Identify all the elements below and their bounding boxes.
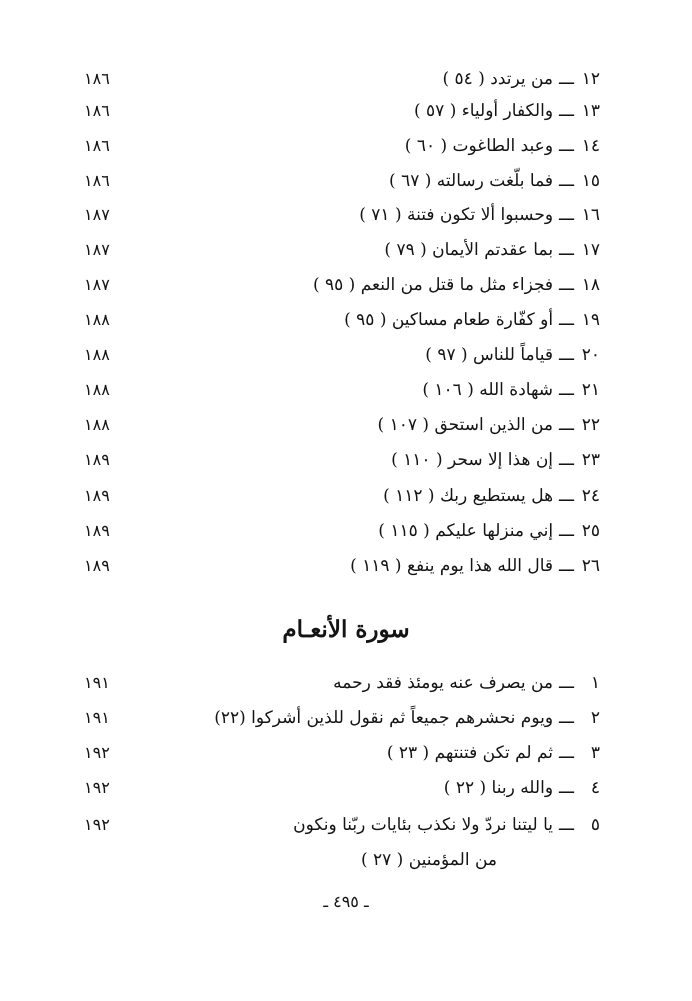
entry-title: من الذين استحق ( ١٠٧ ) [377, 415, 554, 435]
entry-number: ١٥ [581, 171, 600, 191]
entry-page-number: ١٩١ [84, 708, 110, 727]
entry-page-number: ١٨٦ [84, 171, 110, 190]
index-entry [84, 270, 600, 300]
index-entry [84, 64, 600, 94]
entry-number: ٢١ [581, 380, 600, 400]
entry-title: ويوم نحشرهم جميعاً ثم نقول للذين أشركوا (٢٢) [214, 708, 554, 728]
entry-page-number: ١٩١ [84, 673, 110, 692]
entry-dash: ـــ [559, 556, 574, 576]
index-entry [84, 668, 600, 698]
index-entry [84, 166, 600, 196]
entry-title: هل يستطيع ربك ( ١١٢ ) [383, 486, 554, 506]
entry-number: ١٩ [581, 310, 600, 330]
entry-page-number: ١٨٧ [84, 205, 110, 224]
entry-dash: ـــ [559, 415, 574, 435]
entry-number: ٢٣ [581, 450, 600, 470]
entry-dash: ـــ [559, 521, 574, 541]
page-number-footer: ـ ٤٩٥ ـ [323, 892, 369, 911]
entry-number: ٢٠ [581, 345, 600, 365]
entry-dash: ـــ [559, 240, 574, 260]
index-entry [84, 375, 600, 405]
entry-number: ٣ [590, 743, 600, 763]
entry-dash: ـــ [559, 673, 574, 693]
entry-number: ٥ [590, 815, 600, 835]
entry-number: ١٣ [581, 101, 600, 121]
index-entry [84, 200, 600, 230]
entry-number: ١٦ [581, 205, 600, 225]
entry-dash: ـــ [559, 380, 574, 400]
entry-page-number: ١٩٢ [84, 815, 110, 834]
index-entry [84, 131, 600, 161]
entry-number: ٤ [590, 778, 600, 798]
entry-number: ١٧ [581, 240, 600, 260]
entry-page-number: ١٨٩ [84, 450, 110, 469]
entry-number: ٢٤ [581, 486, 600, 506]
entry-title: من يصرف عنه يومئذ فقد رحمه [333, 673, 554, 693]
entry-page-number: ١٨٧ [84, 240, 110, 259]
index-entry [84, 703, 600, 733]
entry-dash: ـــ [559, 171, 574, 191]
entry-page-number: ١٩٢ [84, 743, 110, 762]
entry-number: ٢٦ [581, 556, 600, 576]
entry-title: فما بلّغت رسالته ( ٦٧ ) [389, 171, 554, 191]
index-entry [84, 481, 600, 511]
entry-number: ٢٢ [581, 415, 600, 435]
entry-page-number: ١٨٩ [84, 556, 110, 575]
index-entry [84, 738, 600, 768]
entry-page-number: ١٨٨ [84, 310, 110, 329]
entry-page-number: ١٨٨ [84, 415, 110, 434]
entry-dash: ـــ [559, 815, 574, 835]
entry-title: أو كفّارة طعام مساكين ( ٩٥ ) [344, 310, 554, 330]
index-entry [84, 340, 600, 370]
entry-number: ١٨ [581, 275, 600, 295]
entry-dash: ـــ [559, 708, 574, 728]
entry-dash: ـــ [559, 275, 574, 295]
entry-page-number: ١٨٨ [84, 345, 110, 364]
entry-dash: ـــ [559, 205, 574, 225]
entry-page-number: ١٨٩ [84, 486, 110, 505]
entry-page-number: ١٨٦ [84, 101, 110, 120]
entry-dash: ـــ [559, 345, 574, 365]
entry-number: ١ [590, 673, 600, 693]
entry-page-number: ١٨٦ [84, 136, 110, 155]
entry-title: شهادة الله ( ١٠٦ ) [422, 380, 554, 400]
entry-continuation: من المؤمنين ( ٢٧ ) [360, 850, 497, 870]
entry-dash: ـــ [559, 450, 574, 470]
entry-dash: ـــ [559, 101, 574, 121]
index-entry [84, 516, 600, 546]
index-entry [84, 305, 600, 335]
entry-title: بما عقدتم الأيمان ( ٧٩ ) [384, 240, 554, 260]
entry-page-number: ١٨٩ [84, 521, 110, 540]
entry-page-number: ١٨٦ [84, 69, 110, 88]
entry-title: وعبد الطاغوت ( ٦٠ ) [404, 136, 554, 156]
entry-title: من يرتدد ( ٥٤ ) [442, 69, 554, 89]
entry-number: ١٢ [581, 69, 600, 89]
entry-dash: ـــ [559, 136, 574, 156]
entry-dash: ـــ [559, 310, 574, 330]
entry-dash: ـــ [559, 486, 574, 506]
index-entry [84, 96, 600, 126]
index-entry [84, 773, 600, 803]
entry-title: قال الله هذا يوم ينفع ( ١١٩ ) [350, 556, 554, 576]
entry-title: ثم لم تكن فتنتهم ( ٢٣ ) [386, 743, 554, 763]
entry-number: ١٤ [581, 136, 600, 156]
section-heading: سورة الأنعـام [282, 616, 410, 643]
entry-dash: ـــ [559, 778, 574, 798]
entry-page-number: ١٨٧ [84, 275, 110, 294]
index-entry [84, 235, 600, 265]
index-entry [84, 445, 600, 475]
entry-title: والله ربنا ( ٢٢ ) [443, 778, 554, 798]
entry-title: يا ليتنا نردّ ولا نكذب بئايات ربّنا ونكون [293, 815, 554, 835]
entry-page-number: ١٩٢ [84, 778, 110, 797]
entry-dash: ـــ [559, 743, 574, 763]
entry-title: قياماً للناس ( ٩٧ ) [425, 345, 554, 365]
index-entry [84, 551, 600, 581]
entry-number: ٢ [590, 708, 600, 728]
entry-title: إني منزلها عليكم ( ١١٥ ) [378, 521, 554, 541]
index-entry [84, 410, 600, 440]
entry-title: وحسبوا ألا تكون فتنة ( ٧١ ) [359, 205, 554, 225]
entry-number: ٢٥ [581, 521, 600, 541]
entry-page-number: ١٨٨ [84, 380, 110, 399]
entry-title: فجزاء مثل ما قتل من النعم ( ٩٥ ) [312, 275, 554, 295]
entry-dash: ـــ [559, 69, 574, 89]
index-entry [84, 810, 600, 840]
entry-title: والكفار أولياء ( ٥٧ ) [413, 101, 554, 121]
entry-title: إن هذا إلا سحر ( ١١٠ ) [391, 450, 554, 470]
